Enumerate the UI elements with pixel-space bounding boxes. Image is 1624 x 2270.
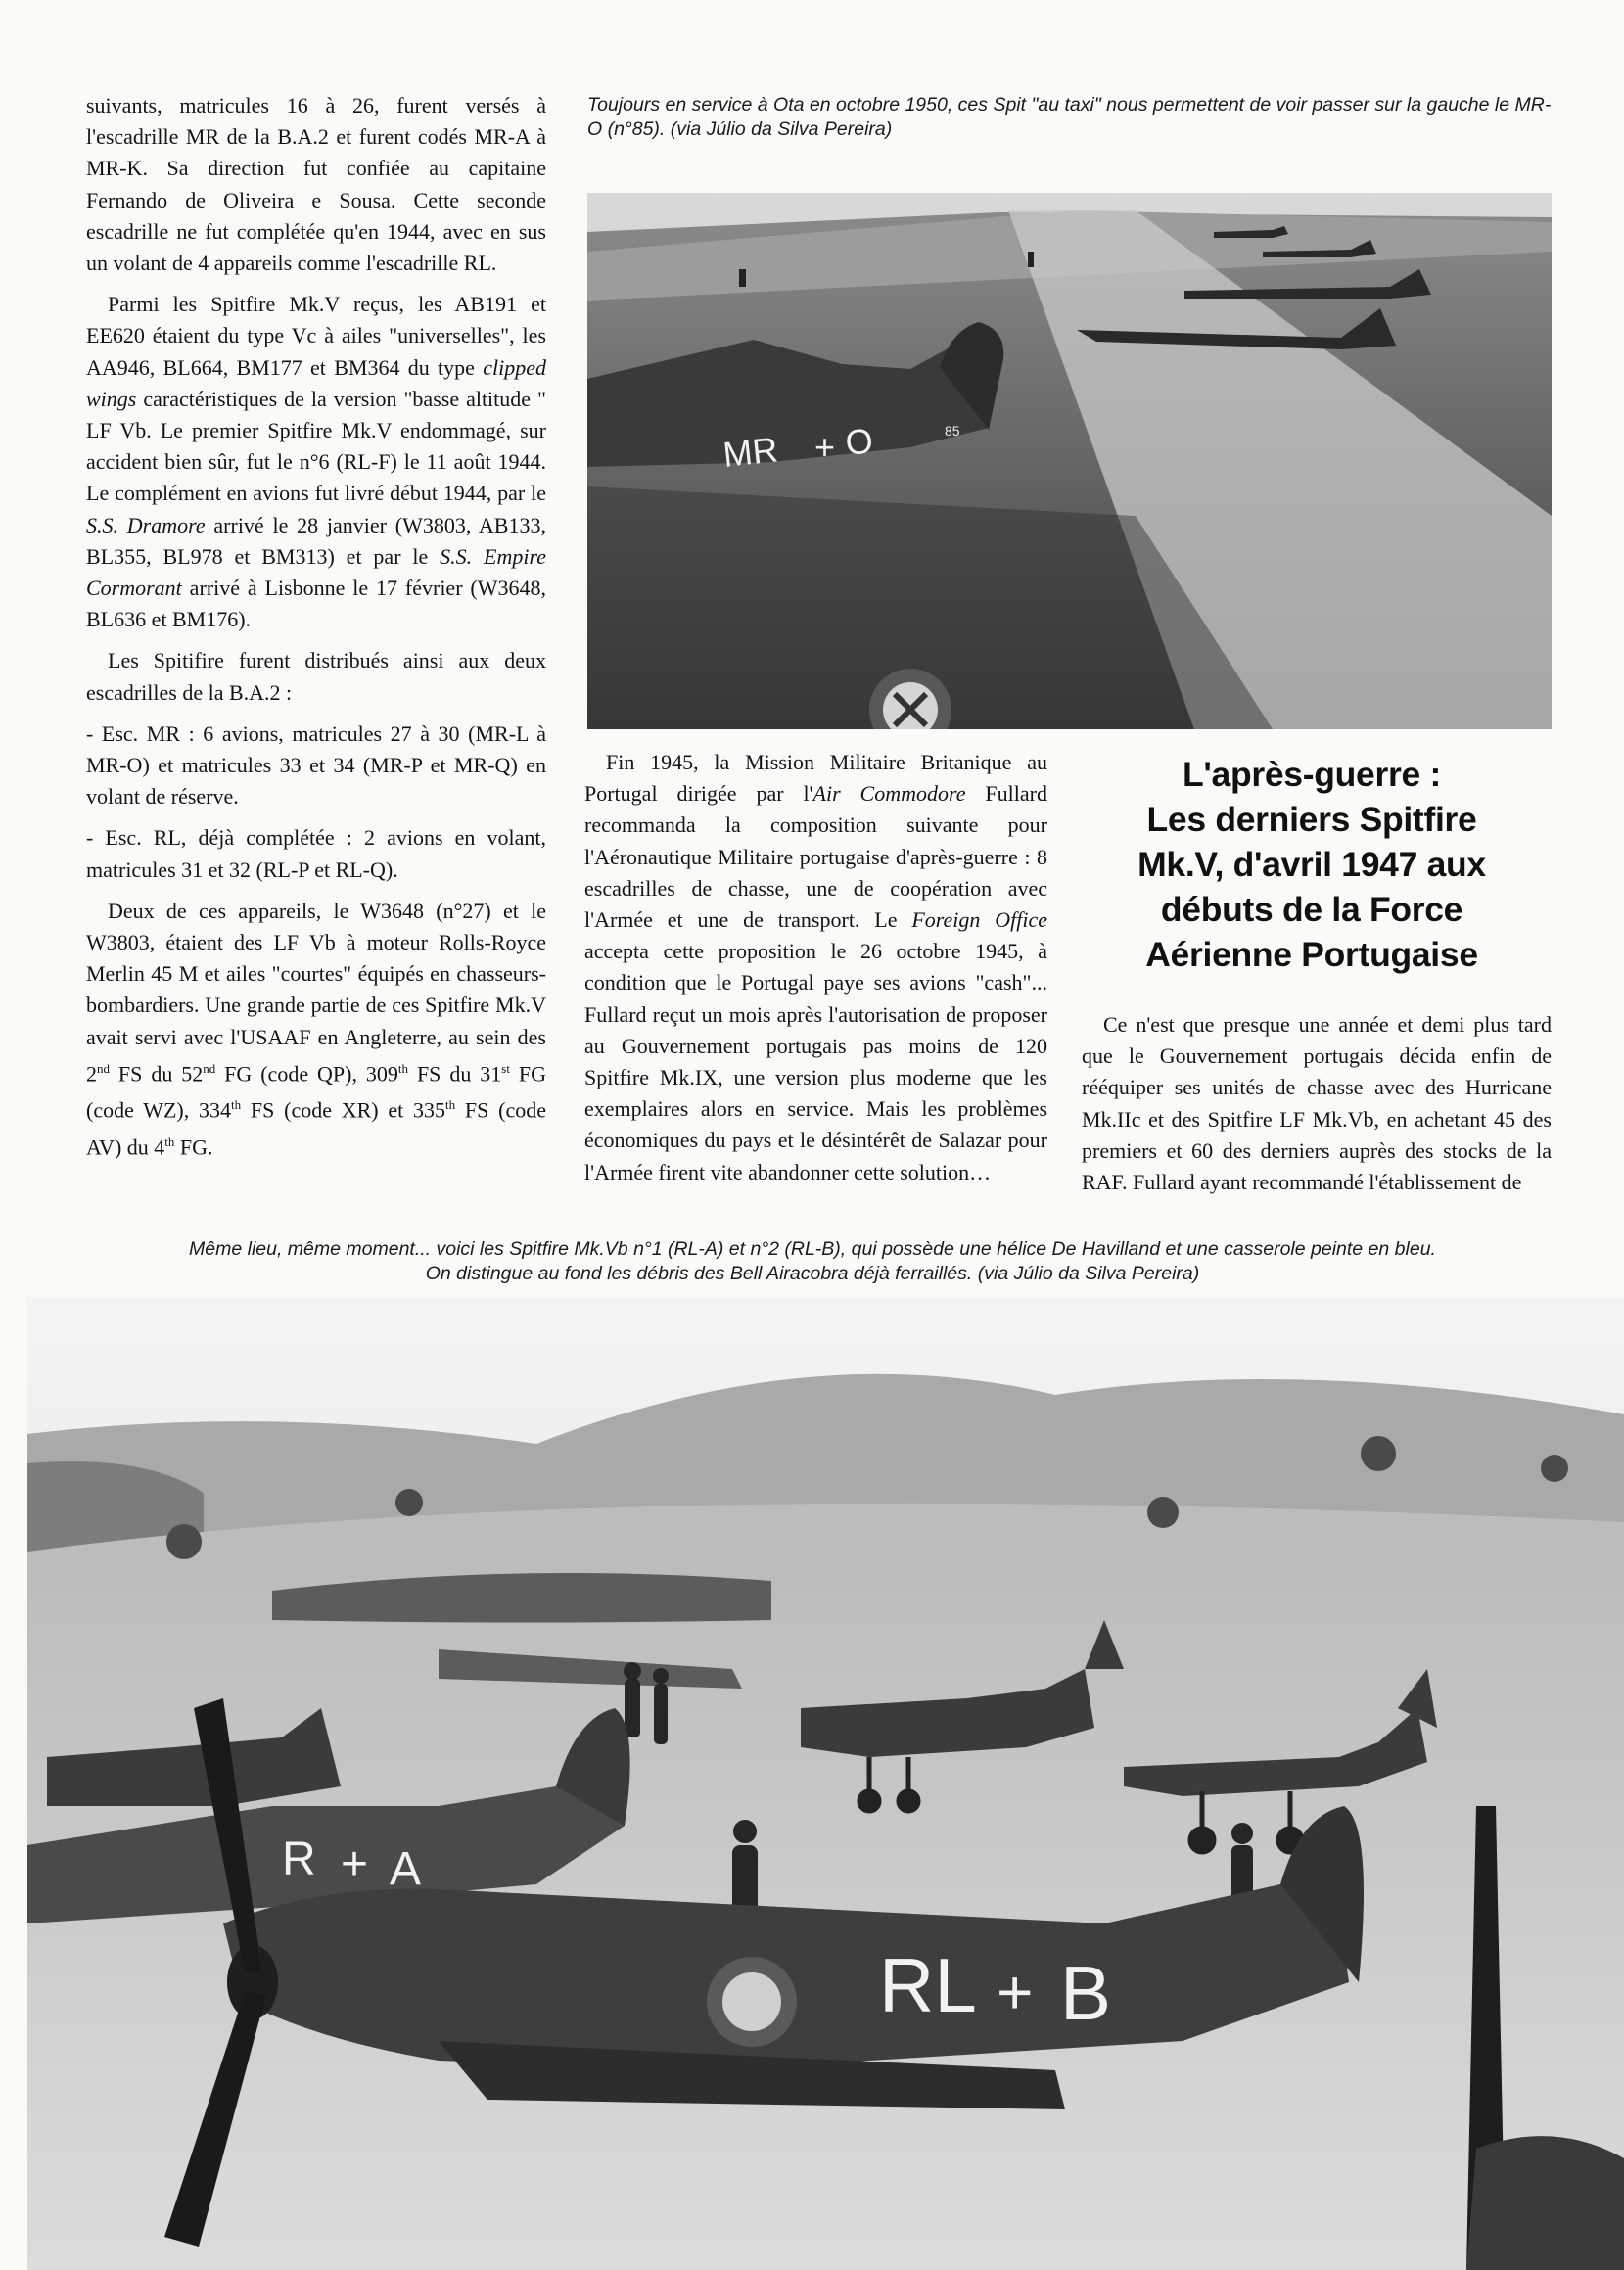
headline-line: Les derniers Spitfire (1146, 800, 1477, 839)
text-run: arrivé à Lisbonne le 17 février (W3648, BL636 et BM176). (86, 576, 546, 632)
bottom-caption-line-1: Même lieu, même moment... voici les Spitfire Mk.Vb n°1 (RL-A) et n°2 (RL-B), qui possède une hélice De Havilland et une casserole peinte en bleu. (189, 1238, 1436, 1260)
text-run: FS du 52 (110, 1061, 204, 1087)
bottom-marking-cross-a: + (341, 1838, 369, 1890)
italic-run: S.S. Empire Cormorant (86, 543, 546, 601)
text-run: FS du 31 (408, 1061, 502, 1087)
text-run: Fin 1945, la Mission Militaire Britanique au Portugal dirigée par l' (584, 750, 1047, 807)
italic-run: Foreign Office (911, 907, 1047, 933)
text-run: arrivé le 28 janvier (W3803, AB133, BL355, BL978 et BM313) et par le (86, 512, 546, 569)
headline-line: Mk.V, d'avril 1947 aux (1137, 845, 1486, 884)
text-run: caractéristiques de la version "basse altitude " LF Vb. Le premier Spitfire Mk.V endommagé, sur accident bien sûr, fut le n°6 (RL-F) le 11 août 1944. Le complément en avions fut livré début 1944, par le (86, 386, 546, 506)
bottom-marking-b: B (1060, 1950, 1112, 2036)
top-photo-spitfire-taxi (587, 193, 1552, 729)
headline-line: Aérienne Portugaise (1145, 935, 1478, 974)
text-run: FG (code WZ), 334 (86, 1061, 546, 1123)
text-run: accepta cette proposition le 26 octobre 1945, à condition que le Portugal paye ses avions "cash"... Fullard reçut un mois après l'autorisation de proposer au Gouvernement portugais pas moins de 120 Spitfire Mk.IX, une version plus moderne que les exemplaires alors en service. Mais les problèmes économiques du pays et le désintérêt de Salazar pour l'Armée firent vite abandonner cette solution… (584, 939, 1047, 1184)
bottom-marking-a: A (390, 1843, 422, 1895)
paragraph (86, 645, 546, 708)
paragraph (86, 90, 546, 279)
italic-run: S.S. Dramore (86, 512, 206, 537)
bottom-photo-image (27, 1297, 1624, 2270)
superscript-run: th (231, 1097, 242, 1113)
bottom-photo-caption (59, 1237, 1566, 1286)
text-run: FG (code QP), 309 (215, 1061, 398, 1087)
top-marking-cross: + (814, 427, 836, 467)
text-run: suivants, matricules 16 à 26, furent versés à l'escadrille MR de la B.A.2 et furent codés MR-A à MR-K. Sa direction fut confiée au capitaine Fernando de Oliveira e Sousa. Cette seconde escadrille ne fut complétée qu'en 1944, avec en sus un volant de 4 appareils comme l'escadrille RL. (86, 93, 546, 276)
italic-run: clipped wings (86, 354, 546, 411)
text-run: Parmi les Spitfire Mk.V reçus, les AB191 et EE620 étaient du type Vc à ailes "universelles", les AA946, BL664, BM177 et BM364 du type (86, 292, 546, 380)
superscript-run: th (445, 1097, 456, 1113)
text-column-middle (584, 747, 1047, 1198)
text-run: FS (code AV) du 4 (86, 1097, 546, 1160)
paragraph (584, 747, 1047, 1188)
text-run: FG. (174, 1135, 213, 1160)
top-marking-number: 85 (945, 423, 960, 439)
headline-line: débuts de la Force (1160, 890, 1463, 929)
superscript-run: nd (97, 1060, 110, 1076)
text-column-right (1082, 1009, 1552, 1208)
top-marking-code: MR (720, 429, 780, 475)
text-run: Les Spitifire furent distribués ainsi aux deux escadrilles de la B.A.2 : (86, 648, 546, 705)
text-column-left (86, 90, 546, 1173)
paragraph (86, 718, 546, 813)
text-run: Ce n'est que presque une année et demi plus tard que le Gouvernement portugais décida enfin de rééquiper ses unités de chasse avec des Hurricane Mk.IIc et des Spitfire LF Mk.Vb, en achetant 45 des premiers et 60 des derniers auprès des stocks de la RAF. Fullard ayant recommandé l'établissement de (1082, 1012, 1552, 1195)
text-run: Deux de ces appareils, le W3648 (n°27) et le W3803, étaient des LF Vb à moteur Rolls-Royce Merlin 45 M et ailes "courtes" équipés en chasseurs-bombardiers. Une grande partie de ces Spitfire Mk.V avait servi avec l'USAAF en Angleterre, au sein des 2 (86, 898, 546, 1087)
bottom-marking-rl: RL (879, 1942, 977, 2028)
top-photo-caption: Toujours en service à Ota en octobre 1950, ces Spit "au taxi" nous permettent de voir passer sur la gauche le MR-O (n°85). (via Júlio da Silva Pereira) (587, 94, 1552, 140)
text-run: Fullard recommanda la composition suivante pour l'Aéronautique Militaire portugaise d'après-guerre : 8 escadrilles de chasse, une de coopération avec l'Armée et une de transport. Le (584, 781, 1047, 933)
italic-run: Air Commodore (812, 781, 966, 807)
paragraph (86, 822, 546, 885)
bottom-marking-cross-b: + (997, 1957, 1034, 2027)
superscript-run: th (397, 1060, 409, 1076)
paragraph (1082, 1009, 1552, 1198)
text-run: - Esc. RL, déjà complétée : 2 avions en volant, matricules 31 et 32 (RL-P et RL-Q). (86, 825, 546, 882)
superscript-run: th (164, 1134, 175, 1149)
headline-line: L'après-guerre : (1182, 755, 1442, 794)
bottom-marking-r: R (282, 1833, 316, 1885)
superscript-run: st (501, 1060, 510, 1076)
paragraph (86, 289, 546, 635)
section-headline (1067, 752, 1556, 977)
paragraph (86, 896, 546, 1164)
top-photo-image (587, 193, 1552, 729)
text-run: - Esc. MR : 6 avions, matricules 27 à 30 (MR-L à MR-O) et matricules 33 et 34 (MR-P et MR-Q) en volant de réserve. (86, 720, 546, 810)
top-marking-letter: O (843, 420, 875, 463)
text-run: FS (code XR) et 335 (241, 1097, 446, 1123)
superscript-run: nd (203, 1060, 216, 1076)
bottom-caption-line-2: On distingue au fond les débris des Bell Airacobra déjà ferraillés. (via Júlio da Silva Pereira) (425, 1263, 1200, 1284)
bottom-photo-spitfire-line (27, 1297, 1624, 2270)
